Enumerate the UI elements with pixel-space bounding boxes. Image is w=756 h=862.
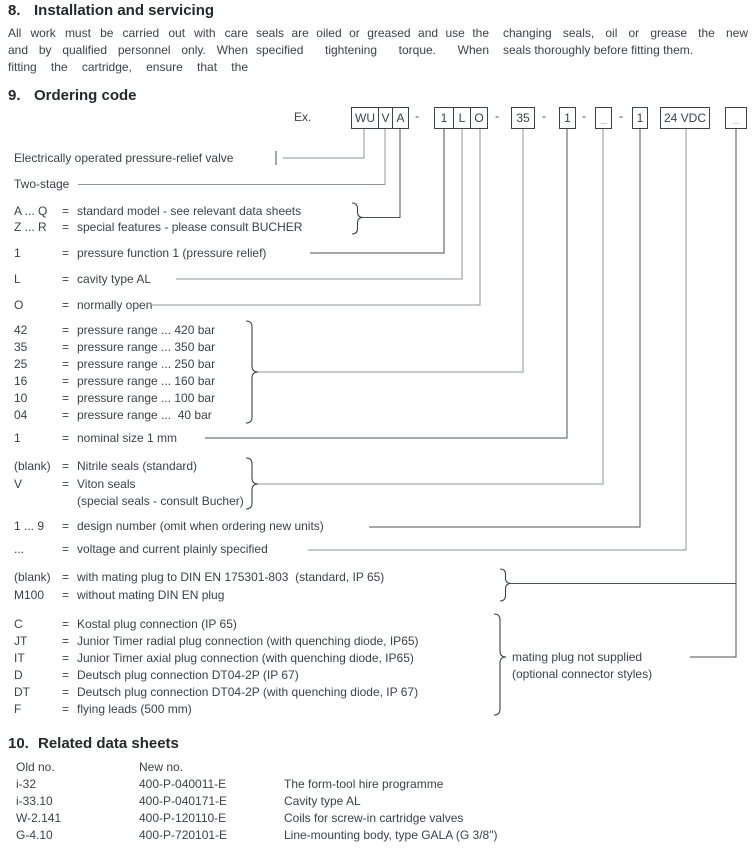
code-box-a: A [392,108,408,128]
code-label: L [14,272,21,286]
connector-line-wu [283,129,364,158]
row-description: pressure function 1 (pressure relief) [77,246,267,260]
ordering-row-nominal [14,432,177,445]
new-no: 400-P-040171-E [139,794,228,808]
section10-heading [8,735,179,752]
code-box-seals-blank: _ [595,107,612,129]
sheet-description: Line-mounting body, type GALA (G 3/8") [284,828,498,842]
row-label: Electrically operated pressure-relief valve [14,151,234,165]
ordering-row-m100 [14,589,224,602]
equals-sign: = [62,477,70,491]
sheet-description: Coils for screw-in cartridge valves [284,811,464,825]
code-separator-3: - [542,109,546,123]
code-label: (blank) [14,570,51,584]
code-separator-2: - [495,109,499,123]
brace-mating-rows [500,569,511,601]
row-description: pressure range ... 250 bar [77,357,216,371]
equals-sign: = [62,651,70,665]
section8-col2-line2: specified tightening torque. When [256,43,489,57]
connector-line-voltage [308,129,686,550]
code-separator-4: - [582,109,586,123]
code-box-group-model [351,107,409,129]
equals-sign: = [62,204,70,218]
sheet-description: The form-tool hire programme [284,777,444,791]
code-label: V [14,477,23,491]
section9-number: 9. [8,87,21,104]
row-description: special features - please consult BUCHER [77,220,303,234]
row-description: normally open [77,298,153,312]
equals-sign: = [62,588,70,602]
code-label: F [14,702,22,716]
ordering-row-jt [14,635,419,648]
code-box-v: V [378,108,392,128]
equals-sign: = [62,374,70,388]
code-label: C [14,617,23,631]
equals-sign: = [62,391,70,405]
code-label: ... [14,542,25,556]
ordering-row-twostage [14,178,69,191]
equals-sign: = [62,220,70,234]
row-description: Deutsch plug connection DT04-2P (IP 67) [77,668,299,682]
row-description: Viton seals [77,477,136,491]
connector-line-seals [258,129,603,484]
equals-sign: = [62,542,70,556]
row-description: without mating DIN EN plug [77,588,225,602]
brace-connector-rows [494,614,506,715]
code-label: 16 [14,374,28,388]
equals-sign: = [62,357,70,371]
row-label: Two-stage [14,177,70,191]
row-description: Junior Timer radial plug connection (with quenching diode, IP65) [77,634,419,648]
row-description: (special seals - consult Bucher) [77,494,244,508]
sheet-description: Cavity type AL [284,794,361,808]
ordering-row-function [14,247,266,260]
ordering-row-dt [14,686,418,699]
row-description: nominal size 1 mm [77,431,178,445]
related-sheet-row [16,795,361,808]
equals-sign: = [62,340,70,354]
ordering-row-p160 [14,375,215,388]
ordering-row-mating-blank [14,571,384,584]
code-label: 04 [14,408,28,422]
row-description: pressure range ... 40 bar [77,408,212,422]
brace-seal-rows [246,458,258,509]
ordering-row-valve [14,152,233,165]
code-label: DT [14,685,30,699]
row-description: pressure range ... 420 bar [77,323,216,337]
ordering-row-p350 [14,341,215,354]
row-description: flying leads (500 mm) [77,702,192,716]
section8-number: 8. [8,2,21,19]
section8-col1-line1: All work must be carried out with care [8,26,248,40]
code-label: JT [14,634,28,648]
code-label: 25 [14,357,28,371]
ordering-row-voltage [14,543,268,556]
code-label: D [14,668,23,682]
ordering-row-p40 [14,409,212,422]
ordering-row-viton-cont [77,495,244,508]
code-box-plug-blank: _ [725,107,747,129]
row-description: pressure range ... 160 bar [77,374,216,388]
equals-sign: = [62,298,70,312]
equals-sign: = [62,246,70,260]
equals-sign: = [62,617,70,631]
connector-line-function [310,129,444,253]
code-box-wu: WU [355,111,375,125]
related-sheet-row [16,829,498,842]
old-no-header: Old no. [16,760,55,774]
code-label: 1 [14,246,21,260]
code-box-1: 1 [440,111,448,125]
equals-sign: = [62,702,70,716]
code-label: M100 [14,588,45,602]
equals-sign: = [62,459,70,473]
row-description: Deutsch plug connection DT04-2P (with quenching diode, IP 67) [77,685,419,699]
new-no: 400-P-720101-E [139,828,228,842]
connector-line-plug [690,129,736,657]
ordering-row-it [14,652,414,665]
ordering-row-p250 [14,358,215,371]
code-label: 35 [14,340,28,354]
new-no: 400-P-040011-E [139,777,227,791]
code-label: Z ... R [14,220,47,234]
section8-col1-line2: and by qualified personnel only. When [8,43,248,57]
ordering-row-zr [14,221,302,234]
code-box-l: L [453,108,470,128]
row-description: Junior Timer axial plug connection (with quenching diode, IP65) [77,651,414,665]
old-no: G-4.10 [16,828,53,842]
section9-title: Ordering code [34,87,137,104]
row-description: pressure range ... 100 bar [77,391,216,405]
section8-col3-line1: changing seals, oil or grease the new [503,26,748,40]
equals-sign: = [62,431,70,445]
ordering-row-nitrile [14,460,197,473]
section9-heading [8,87,137,104]
section8-col3-line2: seals thoroughly before fitting them. [503,43,694,57]
code-label: O [14,298,24,312]
row-description: design number (omit when ordering new units) [77,519,324,533]
connector-line-design [369,129,640,527]
connector-line-nominal [205,129,567,438]
example-label: Ex. [294,110,312,124]
equals-sign: = [62,570,70,584]
row-description: voltage and current plainly specified [77,542,268,556]
ordering-row-p420 [14,324,215,337]
ordering-row-cavity [14,273,151,286]
old-no: W-2.141 [16,811,62,825]
related-sheet-row [16,778,443,791]
code-label: IT [14,651,25,665]
code-label: 42 [14,323,28,337]
row-description: cavity type AL [77,272,152,286]
row-description: pressure range ... 350 bar [77,340,216,354]
new-no: 400-P-120110-E [139,811,227,825]
related-sheet-row [16,812,463,825]
code-box-group-function [434,107,488,129]
connector-line-a [362,129,400,218]
equals-sign: = [62,408,70,422]
ordering-row-aq [14,205,301,218]
code-label: 10 [14,391,28,405]
section8-heading [8,2,214,19]
ordering-row-normally-open [14,299,152,312]
section8-col2-line1: seals are oiled or greased and use the [256,26,489,40]
section10-number: 10. [8,735,29,752]
connector-line-pressure [258,129,523,372]
ordering-row-viton [14,478,135,491]
row-description: Nitrile seals (standard) [77,459,198,473]
ordering-row-design [14,520,324,533]
related-sheets-header [16,761,284,774]
equals-sign: = [62,272,70,286]
code-box-design: 1 [632,107,648,129]
equals-sign: = [62,634,70,648]
brace-model-rows [352,203,363,234]
old-no: i-32 [16,777,37,791]
code-box-o: O [470,108,487,128]
ordering-row-p100 [14,392,215,405]
code-box-voltage: 24 VDC [660,107,710,129]
row-description: with mating plug to DIN EN 175301-803 (standard, IP 65) [77,570,385,584]
mating-plug-note-line1: mating plug not supplied [512,650,643,664]
section8-col1-line3: fitting the cartridge, ensure that the [8,60,248,74]
equals-sign: = [62,519,70,533]
row-description: standard model - see relevant data sheets [77,204,302,218]
old-no: i-33.10 [16,794,53,808]
mating-plug-note-line2: (optional connector styles) [512,667,653,681]
ordering-row-kostal [14,618,237,631]
brace-pressure-rows [246,321,258,423]
code-separator-1: - [415,109,419,123]
section10-title: Related data sheets [38,735,179,752]
code-label: (blank) [14,459,51,473]
row-description: Kostal plug connection (IP 65) [77,617,237,631]
code-separator-5: - [619,109,623,123]
equals-sign: = [62,685,70,699]
code-label: 1 [14,431,21,445]
equals-sign: = [62,323,70,337]
code-box-size: 1 [559,107,576,129]
section8-title: Installation and servicing [34,2,215,19]
equals-sign: = [62,668,70,682]
new-no-header: New no. [139,760,184,774]
code-box-pressure: 35 [511,107,535,129]
ordering-row-d [14,669,299,682]
code-label: A ... Q [14,204,48,218]
code-label: 1 ... 9 [14,519,45,533]
ordering-row-f [14,703,192,716]
